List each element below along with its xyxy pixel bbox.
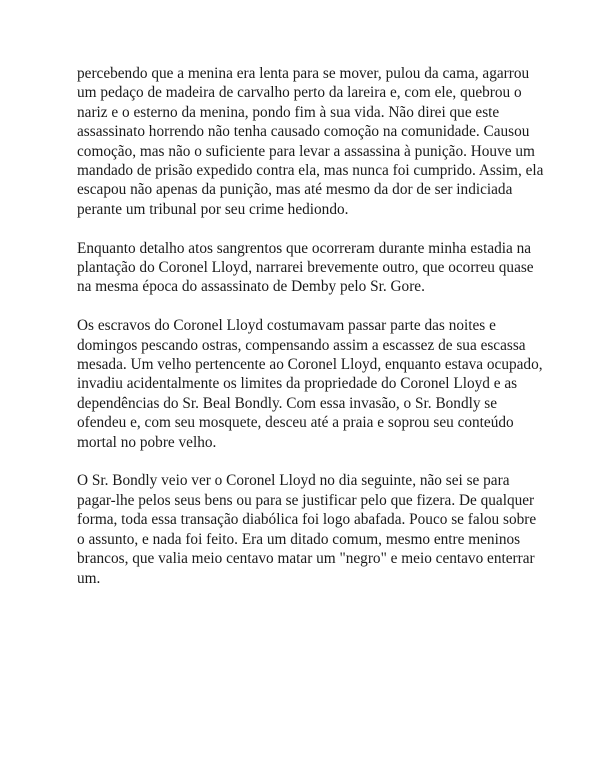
text-line: Os escravos do Coronel Lloyd costumavam passar parte das noites e [77, 317, 496, 335]
text-line: brancos, que valia meio centavo matar um "negro" e meio centavo enterrar [77, 550, 535, 568]
text-line: assassinato horrendo não tenha causado comoção na comunidade. Causou [77, 123, 530, 141]
text-line: mandado de prisão expedido contra ela, mas nunca foi cumprido. Assim, ela [77, 162, 544, 180]
text-line: pagar-lhe pelos seus bens ou para se justificar pelo que fizera. De qualquer [77, 491, 535, 509]
text-line: invadiu acidentalmente os limites da propriedade do Coronel Lloyd e as [77, 375, 518, 393]
text-line: comoção, mas não o suficiente para levar a assassina à punição. Houve um [77, 142, 535, 160]
paragraph-1 [77, 64, 544, 219]
text-line: um. [77, 569, 101, 587]
text-line: plantação do Coronel Lloyd, narrarei brevemente outro, que ocorreu quase [77, 259, 534, 277]
text-line: domingos pescando ostras, compensando assim a escassez de sua escassa [77, 336, 526, 354]
text-line: um pedaço de madeira de carvalho perto da lareira e, com ele, quebrou o [77, 84, 522, 102]
text-line: ofendeu e, com seu mosquete, desceu até a praia e soprou seu conteúdo [77, 414, 514, 432]
text-line: mortal no pobre velho. [77, 433, 217, 451]
text-line: escapou não apenas da punição, mas até mesmo da dor de ser indiciada [77, 181, 513, 199]
text-line: forma, toda essa transação diabólica foi logo abafada. Pouco se falou sobre [77, 511, 537, 529]
text-line: percebendo que a menina era lenta para se mover, pulou da cama, agarrou [77, 65, 530, 82]
paragraph-2 [77, 239, 534, 297]
paragraph-4 [77, 471, 537, 587]
text-line: O Sr. Bondly veio ver o Coronel Lloyd no dia seguinte, não sei se para [77, 472, 510, 490]
text-line: nariz e o esterno da menina, pondo fim à sua vida. Não direi que este [77, 103, 500, 121]
text-line: Enquanto detalho atos sangrentos que ocorreram durante minha estadia na [77, 239, 532, 257]
text-line: dependências do Sr. Beal Bondly. Com essa invasão, o Sr. Bondly se [77, 394, 498, 412]
text-line: perante um tribunal por seu crime hediondo. [77, 200, 349, 218]
text-line: mesada. Um velho pertencente ao Coronel Lloyd, enquanto estava ocupado, [77, 356, 543, 374]
body-text [77, 64, 544, 607]
paragraph-3 [77, 316, 543, 452]
text-line: o assunto, e nada foi feito. Era um ditado comum, mesmo entre meninos [77, 530, 521, 548]
text-line: na mesma época do assassinato de Demby pelo Sr. Gore. [77, 278, 425, 296]
